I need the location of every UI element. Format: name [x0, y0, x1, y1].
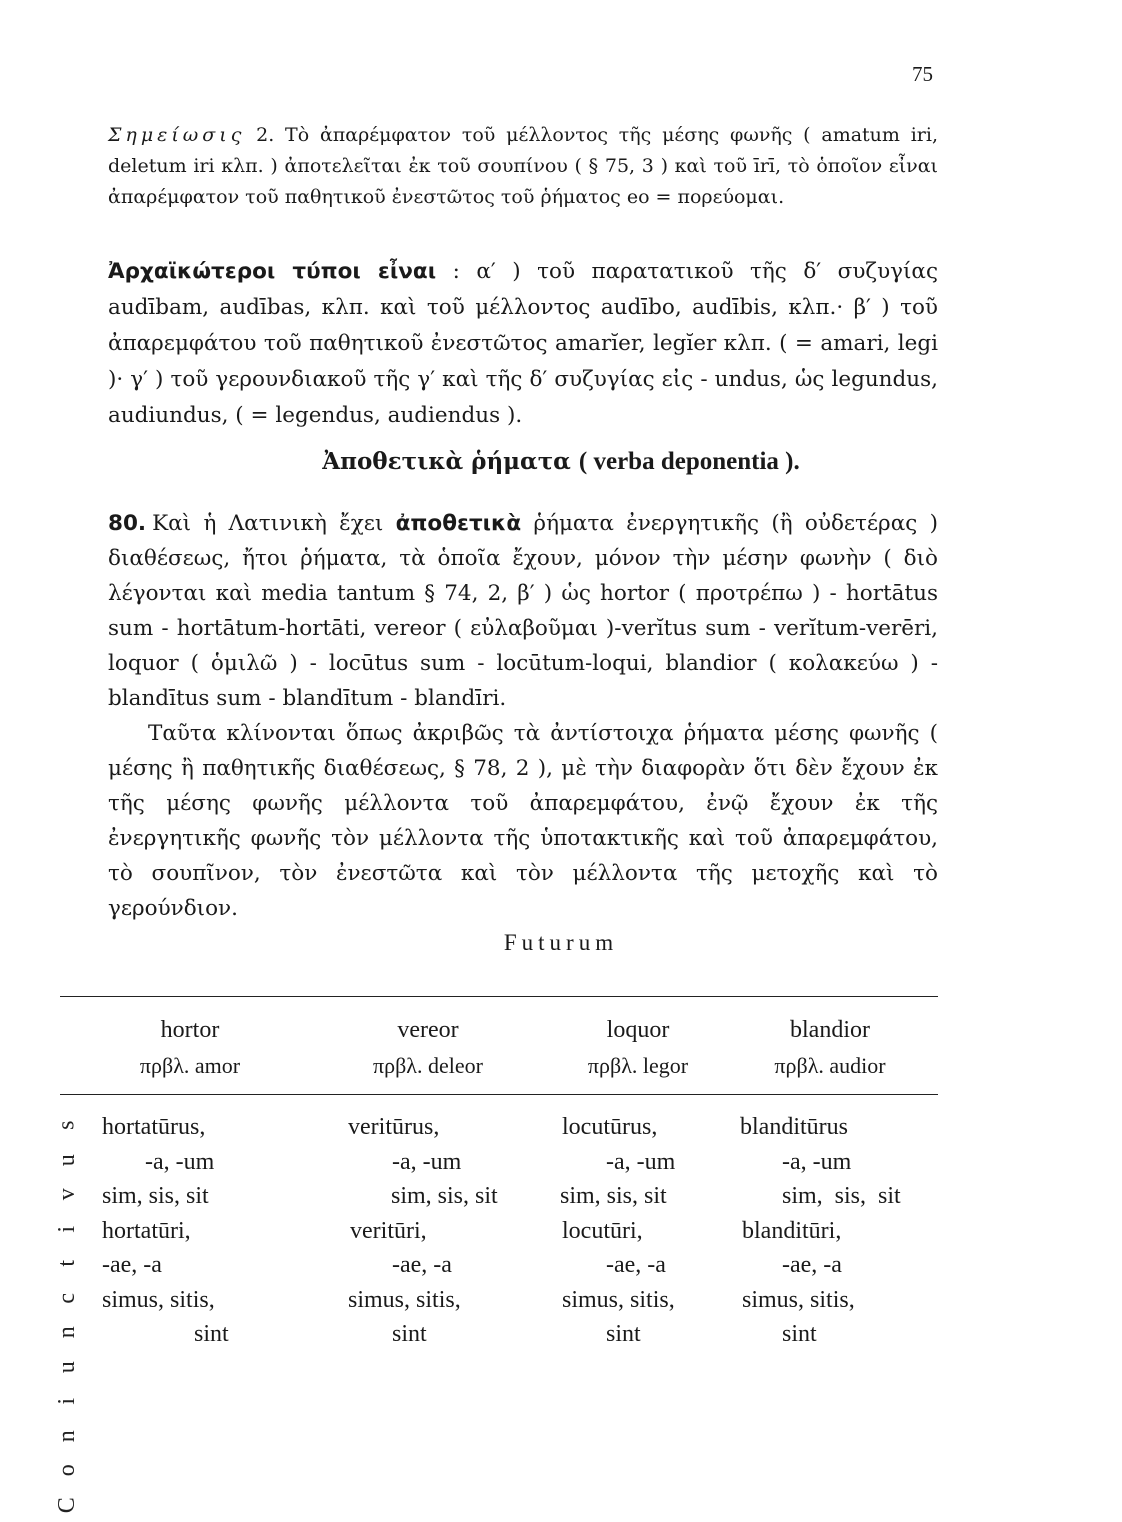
table-row — [0, 1214, 1122, 1248]
verb-header-loquor — [548, 1012, 728, 1084]
archaic-forms-paragraph — [108, 254, 938, 434]
side-label-letter: o — [53, 1464, 80, 1477]
section-80-body: ῥήματα ἐνεργητικῆς (ἢ οὐδετέρας ) διαθέσεως, ἤτοι ῥήματα, τὰ ὁποῖα ἔχουν, μόνον τὴν μέσην φωνὴν ( διὸ λέγονται καὶ media tantum § 74, 2, β′ ) ὡς hortor ( προτρέπω ) - hortātus sum - hortātum-hortāti, vereor ( εὐλαβοῦμαι )-verĭtus sum - verĭtum-verēri, loquor ( ὁμιλῶ ) - locūtus sum - locūtum-loqui, blandior ( κολακεύω ) - blandītus sum - blandītum - blandīri. — [108, 511, 938, 711]
form-cell: locutūrus, — [562, 1114, 658, 1140]
table-row — [0, 1248, 1122, 1282]
form-cell: simus, sitis, — [562, 1286, 675, 1313]
side-label-letter: t — [53, 1259, 80, 1267]
side-label-letter: i — [53, 1397, 80, 1405]
archaic-heading: Ἀρχαϊκώτεροι τύποι εἶναι — [108, 259, 437, 284]
table-title: Futurum — [503, 930, 619, 955]
remark-paragraph — [108, 120, 938, 213]
form-cell: simus, sitis, — [102, 1286, 215, 1313]
side-label-letter: n — [53, 1326, 80, 1339]
side-label-letter: n — [53, 1429, 80, 1442]
side-label-letter: s — [53, 1120, 80, 1130]
form-cell: -a, -um — [145, 1148, 215, 1175]
form-cell: veritūrus, — [348, 1114, 440, 1140]
side-label-letter: C — [53, 1496, 80, 1513]
archaic-text: : α′ ) τοῦ παρατατικοῦ τῆς δ′ συζυγίας audībam, audības, κλπ. καὶ τοῦ μέλλοντος audībo, audībis, κλπ.· β′ ) τοῦ ἀπαρεμφάτου τοῦ παθητικοῦ ἐνεστῶτος amarĭer, legĭer κλπ. ( = amari, legi )· γ′ ) τοῦ γερουνδιακοῦ τῆς γ′ καὶ τῆς δ′ συζυγίας εἰς - undus, ὡς legundus, audiundus, ( = legendus, audiendus ). — [108, 259, 938, 428]
form-cell: hortatūrus, — [102, 1114, 206, 1140]
remark-label: Σημείωσις — [108, 124, 246, 146]
section-80-paragraph-2: Ταῦτα κλίνονται ὅπως ἀκριβῶς τὰ ἀντίστοιχα ῥήματα μέσης φωνῆς ( μέσης ἢ παθητικῆς διαθέσεως, § 78, 2 ), μὲ τὴν διαφορὰν ὅτι δὲν ἔχουν ἐκ τῆς μέσης φωνῆς μέλλοντα τοῦ ἀπαρεμφάτου, ἐνῷ ἔχουν ἐκ τῆς ἐνεργητικῆς φωνῆς τὸν μέλλοντα τῆς ὑποτακτικῆς καὶ τοῦ ἀπαρεμφάτου, τὸ σουπῖνον, τὸν ἐνεστῶτα καὶ τὸν μέλλοντα τῆς μετοχῆς καὶ τὸ γερούνδιον. — [108, 721, 938, 921]
verb-header-vereor — [338, 1012, 518, 1084]
side-label-letter: c — [53, 1292, 80, 1304]
section-80 — [108, 506, 938, 926]
side-label-letter: i — [53, 1225, 80, 1233]
form-cell: sint — [606, 1321, 641, 1347]
table-row — [0, 1110, 1122, 1144]
section-heading — [0, 448, 1122, 476]
form-cell: veritūri, — [350, 1217, 427, 1244]
form-cell: sint — [782, 1321, 817, 1347]
heading-greek: Ἀποθετικὰ ῥήματα — [322, 448, 571, 475]
form-cell: sint — [392, 1321, 427, 1347]
form-cell: hortatūri, — [102, 1217, 191, 1244]
section-number: 80. — [108, 511, 147, 536]
table-row — [0, 1145, 1122, 1179]
verb-compare: πρβλ. deleor — [373, 1053, 483, 1078]
section-80-term: ἀποθετικὰ — [395, 511, 522, 536]
form-cell: blanditūri, — [742, 1217, 842, 1244]
section-80-paragraph-1 — [108, 506, 938, 716]
verb-compare: πρβλ. audior — [774, 1053, 886, 1078]
form-cell: -ae, -a — [102, 1252, 162, 1278]
verb-header-hortor — [100, 1012, 280, 1084]
verb-compare: πρβλ. legor — [587, 1053, 689, 1078]
table-row — [0, 1283, 1122, 1317]
table-header-rule — [60, 1094, 938, 1095]
verb-name: blandior — [790, 1017, 870, 1043]
form-cell: sim, sis, sit — [782, 1183, 901, 1209]
form-cell: -a, -um — [392, 1148, 462, 1175]
form-cell: sim, sis, sit — [391, 1183, 498, 1209]
form-cell: -ae, -a — [606, 1252, 666, 1278]
form-cell: sint — [194, 1321, 229, 1347]
remark-text: 2. Τὸ ἀπαρέμφατον τοῦ μέλλοντος τῆς μέσης φωνῆς ( amatum iri, deletum iri κλπ. ) ἀποτελεῖται ἐκ τοῦ σουπίνου ( § 75, 3 ) καὶ τοῦ īrī, τὸ ὁποῖον εἶναι ἀπαρέμφατον τοῦ παθητικοῦ ἐνεστῶτος τοῦ ῥήματος eo = πορεύομαι. — [108, 124, 938, 208]
table-top-rule — [60, 996, 938, 997]
side-label-letter: v — [53, 1188, 80, 1201]
form-cell: sim, sis, sit — [102, 1183, 209, 1209]
side-label-letter: u — [53, 1153, 80, 1166]
form-cell: -a, -um — [782, 1148, 852, 1175]
side-label-letter: u — [53, 1360, 80, 1373]
form-cell: -ae, -a — [392, 1252, 452, 1278]
section-80-intro: Καὶ ἡ Λατινικὴ ἔχει — [152, 511, 396, 536]
form-cell: simus, sitis, — [742, 1286, 855, 1313]
form-cell: sim, sis, sit — [560, 1183, 667, 1209]
table-row — [0, 1317, 1122, 1351]
table-row — [0, 1179, 1122, 1213]
verb-name: vereor — [397, 1017, 459, 1043]
form-cell: locutūri, — [562, 1217, 643, 1244]
form-cell: -a, -um — [606, 1148, 676, 1175]
verb-compare: πρβλ. amor — [139, 1053, 241, 1078]
form-cell: -ae, -a — [782, 1252, 842, 1278]
page-number: 75 — [912, 62, 933, 86]
verb-name: hortor — [160, 1017, 220, 1043]
form-cell: simus, sitis, — [348, 1286, 461, 1313]
verb-header-blandior — [740, 1012, 920, 1084]
form-cell: blanditūrus — [740, 1114, 848, 1140]
heading-latin: ( verba deponentia ). — [578, 448, 800, 475]
verb-name: loquor — [606, 1017, 670, 1043]
